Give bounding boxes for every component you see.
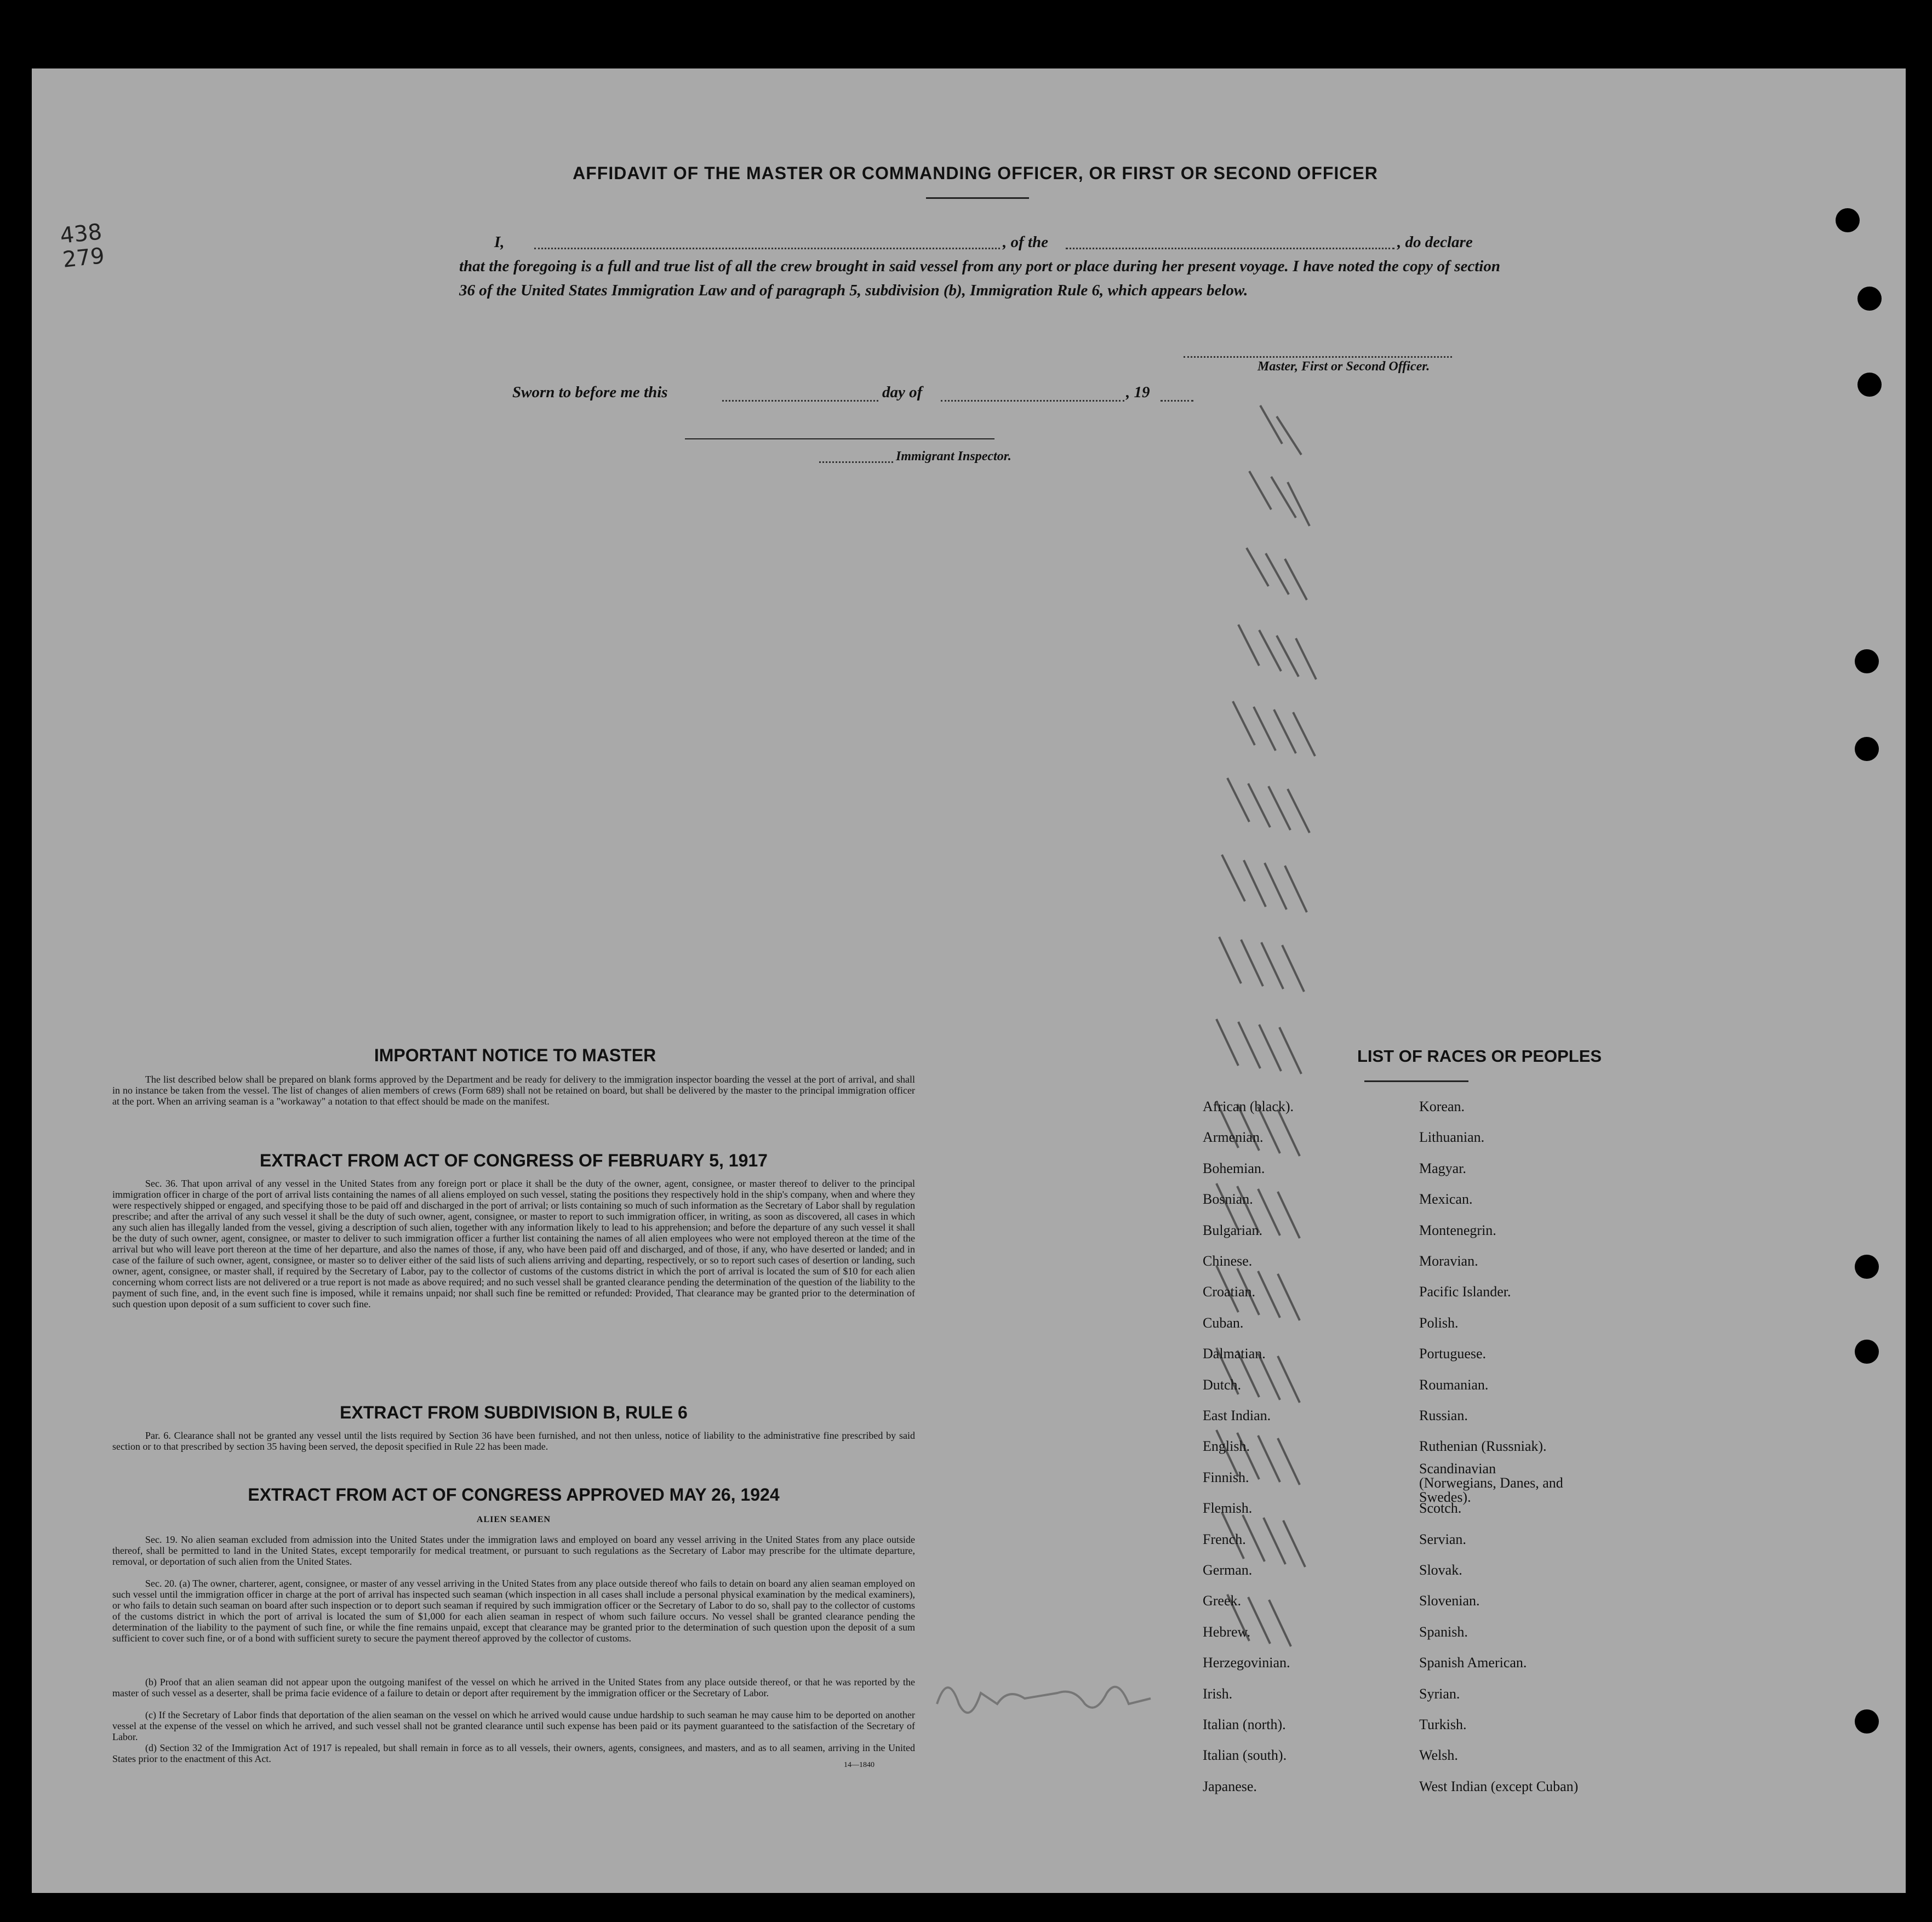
sworn-month-field[interactable] (941, 400, 1124, 402)
extract-1917-title: EXTRACT FROM ACT OF CONGRESS OF FEBRUARY 5, 1917 (260, 1151, 768, 1170)
binder-hole (1855, 1255, 1879, 1279)
race-item: Mexican. (1419, 1191, 1473, 1208)
sworn-prefix: Sworn to before me this (512, 384, 668, 401)
race-item: Irish. (1203, 1685, 1233, 1702)
race-item: French. (1203, 1531, 1246, 1547)
race-item: Ruthenian (Russniak). (1419, 1438, 1547, 1455)
race-item: Polish. (1419, 1314, 1459, 1331)
race-item: West Indian (except Cuban) (1419, 1778, 1579, 1794)
binder-hole (1857, 373, 1882, 397)
races-title: LIST OF RACES OR PEOPLES (1357, 1046, 1602, 1066)
race-item: Dalmatian. (1203, 1346, 1266, 1362)
binder-hole (1857, 287, 1882, 311)
binder-hole (1855, 649, 1879, 673)
affidavit-body: that the foregoing is a full and true list of all the crew brought in said vessel from any port or place during her present voyage. I have noted the copy of section 36 of the United States Immigration Law and of paragraph 5, subdivision (b), Immigration Rule 6, which appears below. (459, 258, 1500, 299)
race-item: Chinese. (1203, 1253, 1253, 1269)
race-item: Spanish. (1419, 1623, 1468, 1640)
sworn-year: , 19 (1126, 384, 1150, 401)
binder-hole (1855, 737, 1879, 761)
race-item: Pacific Islander. (1419, 1284, 1511, 1300)
sworn-year-field[interactable] (1161, 400, 1193, 402)
race-item: Welsh. (1419, 1747, 1458, 1764)
binder-hole (1836, 208, 1860, 232)
inspector-dots (819, 461, 893, 463)
race-item: Servian. (1419, 1531, 1466, 1547)
notice-title: IMPORTANT NOTICE TO MASTER (374, 1045, 656, 1065)
race-item: Scandinavian (Norwegians, Danes, and Swedes). (1419, 1460, 1563, 1505)
race-item: Italian (north). (1203, 1717, 1286, 1732)
extract-1917-text: Sec. 36. That upon arrival of any vessel in the United States from any foreign port or place it shall be the duty of the owner, agent, consignee, or master thereof to deliver to the principal immigration officer in charge of the port of arrival lists containing the names of all aliens employed on such vessel, stating the positions they respectively hold in the ship's company, when and where they were respectively shipped or engaged, and specifying those to be paid off and discharged in the port of arrival; or lists containing so much of such information as the Secretary of Labor shall by regulation prescribe; and after the arrival of any such vessel it shall be the duty of such owner, agent, consignee, or master to report to such immigration officer, in writing, as soon as discovered, all cases in which any such alien has illegally landed from the vessel, giving a description of such alien, together with any information likely to lead to his apprehension; and before the departure of any such vessel it shall be the duty of such owner, agent, consignee, or master to deliver to such immigration officer a further list containing the names of all alien employees who were not employed thereon at the time of the arrival but who will leave port thereon at the time of her departure, and also the names of those, if any, who have been paid off and discharged, and of those, if any, who have deserted or landed; and in case of the failure of such owner, agent, consignee, or master so to deliver either of the said lists of such aliens arriving and departing, respectively, or so to report such cases of desertion or landing, such owner, agent, consignee, or master shall, if required by the Secretary of Labor, pay to the collector of customs of the customs district in which the port of arrival is located the sum of $10 for each alien concerning whom correct lists are not delivered or a true report is not made as above required; and no such vessel shall be granted clearance pending the determination of the question of the liability to the payment of such fine, and, in the event such fine is imposed, while it remains unpaid; nor shall such fine be remitted or refunded: Provided, That clearance may be granted prior to the determination of such question upon deposit of a sum sufficient to cover such fine. (112, 1178, 916, 1309)
races-underline (1364, 1080, 1468, 1082)
sworn-day-field[interactable] (722, 400, 878, 402)
race-item: German. (1203, 1562, 1253, 1578)
master-label: Master, First or Second Officer. (1257, 359, 1430, 374)
master-name-field[interactable] (534, 248, 1000, 249)
affidavit-i: I, (494, 233, 505, 251)
race-item: Korean. (1419, 1099, 1465, 1114)
affidavit-of-the: , of the (1003, 233, 1048, 251)
race-item: Spanish American. (1419, 1655, 1527, 1671)
race-item: English. (1203, 1438, 1250, 1455)
sworn-day-of: day of (882, 384, 923, 401)
master-signature-field[interactable] (1184, 356, 1452, 358)
affidavit-declare: , do declare (1397, 233, 1473, 251)
race-item: Portuguese. (1419, 1346, 1487, 1362)
sec20c-text: (c) If the Secretary of Labor finds that deportation of the alien seaman on the vessel on which he arrived would cause undue hardship to such seaman he may cause him to be deported on another vessel at the expense of the vessel on which he arrived, and such vessel shall not be granted clearance until such expense has been paid or its payment guaranteed to the satisfaction of the Secretary of Labor. (112, 1709, 915, 1742)
race-item: Bohemian. (1203, 1160, 1265, 1176)
race-item: East Indian. (1203, 1408, 1271, 1423)
race-item: Scotch. (1419, 1500, 1462, 1517)
race-item: Slovak. (1419, 1562, 1462, 1578)
race-item: Moravian. (1419, 1253, 1478, 1269)
race-item: Armenian. (1203, 1129, 1264, 1146)
race-item: Bosnian. (1203, 1191, 1253, 1208)
sec20d-text: (d) Section 32 of the Immigration Act of 1917 is repealed, but shall remain in force as to all vessels, their owners, agents, consignees, and masters, and as to all seamen, arriving in the United States prior to the enactment of this Act. (112, 1742, 915, 1764)
sec20a-text: Sec. 20. (a) The owner, charterer, agent, consignee, or master of any vessel arriving in the United States from any place outside thereof who fails to detain on board any alien seaman employed on such vessel until the immigration officer in charge at the port of arrival has inspected such seaman (which inspection in all cases shall include a personal physical examination by the medical examiners), or who fails to detain such seaman on board after such inspection or to deport such seaman if required by such immigration officer or the Secretary of Labor to do so, shall pay to the collector of customs of the customs district in which the port of arrival is located the sum of $1,000 for each alien seaman in respect of whom such failure occurs. No vessel shall be granted clearance pending the determination of the liability to the payment of such fine, or while the fine remains unpaid, except that clearance may be granted prior to the determination of such question upon the deposit of a sum sufficient to cover such fine, or of a bond with sufficient surety to secure the payment thereof approved by the collector of customs. (112, 1578, 915, 1644)
race-item: Cuban. (1203, 1314, 1244, 1331)
race-item: Japanese. (1203, 1778, 1257, 1794)
race-item: Roumanian. (1419, 1376, 1489, 1393)
margin-mark: 438 279 (59, 219, 106, 273)
sec20b-text: (b) Proof that an alien seaman did not appear upon the outgoing manifest of the vessel on which he arrived in the United States from any place outside thereof, or that he was reported by the master of such vessel as a deserter, shall be prima facie evidence of a failure to detain or deport after requirement by the immigration officer or the Secretary of Labor. (112, 1677, 915, 1698)
affidavit-title: AFFIDAVIT OF THE MASTER OR COMMANDING OFFICER, OR FIRST OR SECOND OFFICER (573, 163, 1378, 183)
race-item: African (black). (1203, 1099, 1294, 1114)
rule6-text: Par. 6. Clearance shall not be granted any vessel until the lists required by Section 36 have been furnished, and not then unless, notice of liability to the administrative fine prescribed by said section or to that prescribed by section 35 having been served, the deposit specified in Rule 22 has been made. (112, 1430, 915, 1452)
race-item: Russian. (1419, 1408, 1468, 1423)
race-item: Slovenian. (1419, 1593, 1480, 1609)
race-item: Italian (south). (1203, 1747, 1287, 1764)
race-item: Bulgarian. (1203, 1222, 1263, 1238)
inspector-label: Immigrant Inspector. (896, 449, 1011, 464)
rule6-title: EXTRACT FROM SUBDIVISION B, RULE 6 (340, 1403, 688, 1422)
title-underline (926, 197, 1029, 199)
race-item: Finnish. (1203, 1469, 1249, 1485)
notice-text: The list described below shall be prepared on blank forms approved by the Department and be ready for delivery to the immigration inspector boarding the vessel at the port of arrival, and shall in no instance be taken from the vessel. The list of changes of alien members of crews (Form 689) shall not be retained on board, but shall be delivered by the master to the principal immigration officer at the port. When an arriving seaman is a "workaway" a notation to that effect should be made on the manifest. (112, 1074, 915, 1107)
race-item: Herzegovinian. (1203, 1655, 1290, 1671)
binder-hole (1855, 1340, 1879, 1364)
race-item: Greek. (1203, 1593, 1242, 1609)
race-item: Turkish. (1419, 1717, 1467, 1732)
race-item: Hebrew. (1203, 1623, 1251, 1640)
sec19-text: Sec. 19. No alien seaman excluded from admission into the United States under the immigration laws and employed on board any vessel arriving in the United States from any place outside thereof, shall be permitted to land in the United States, except temporarily for medical treatment, or pursuant to such regulations as the Secretary of Labor may prescribe for the ultimate departure, removal, or deportation of such alien from the United States. (112, 1534, 915, 1567)
race-item: Syrian. (1419, 1685, 1460, 1702)
race-item: Croatian. (1203, 1284, 1256, 1300)
race-item: Flemish. (1203, 1500, 1253, 1517)
race-item: Montenegrin. (1419, 1222, 1496, 1238)
race-item: Lithuanian. (1419, 1129, 1485, 1146)
form-number: 14—1840 (844, 1761, 874, 1769)
vessel-name-field[interactable] (1066, 248, 1394, 249)
extract-1924-title: EXTRACT FROM ACT OF CONGRESS APPROVED MAY 26, 1924 (248, 1485, 780, 1505)
extract-1924-subtitle: ALIEN SEAMEN (476, 1515, 551, 1524)
inspector-signature-line[interactable] (685, 438, 994, 439)
race-item: Magyar. (1419, 1160, 1466, 1176)
binder-hole (1855, 1709, 1879, 1734)
race-item: Dutch. (1203, 1376, 1242, 1393)
handwritten-scribble (931, 1655, 1162, 1731)
